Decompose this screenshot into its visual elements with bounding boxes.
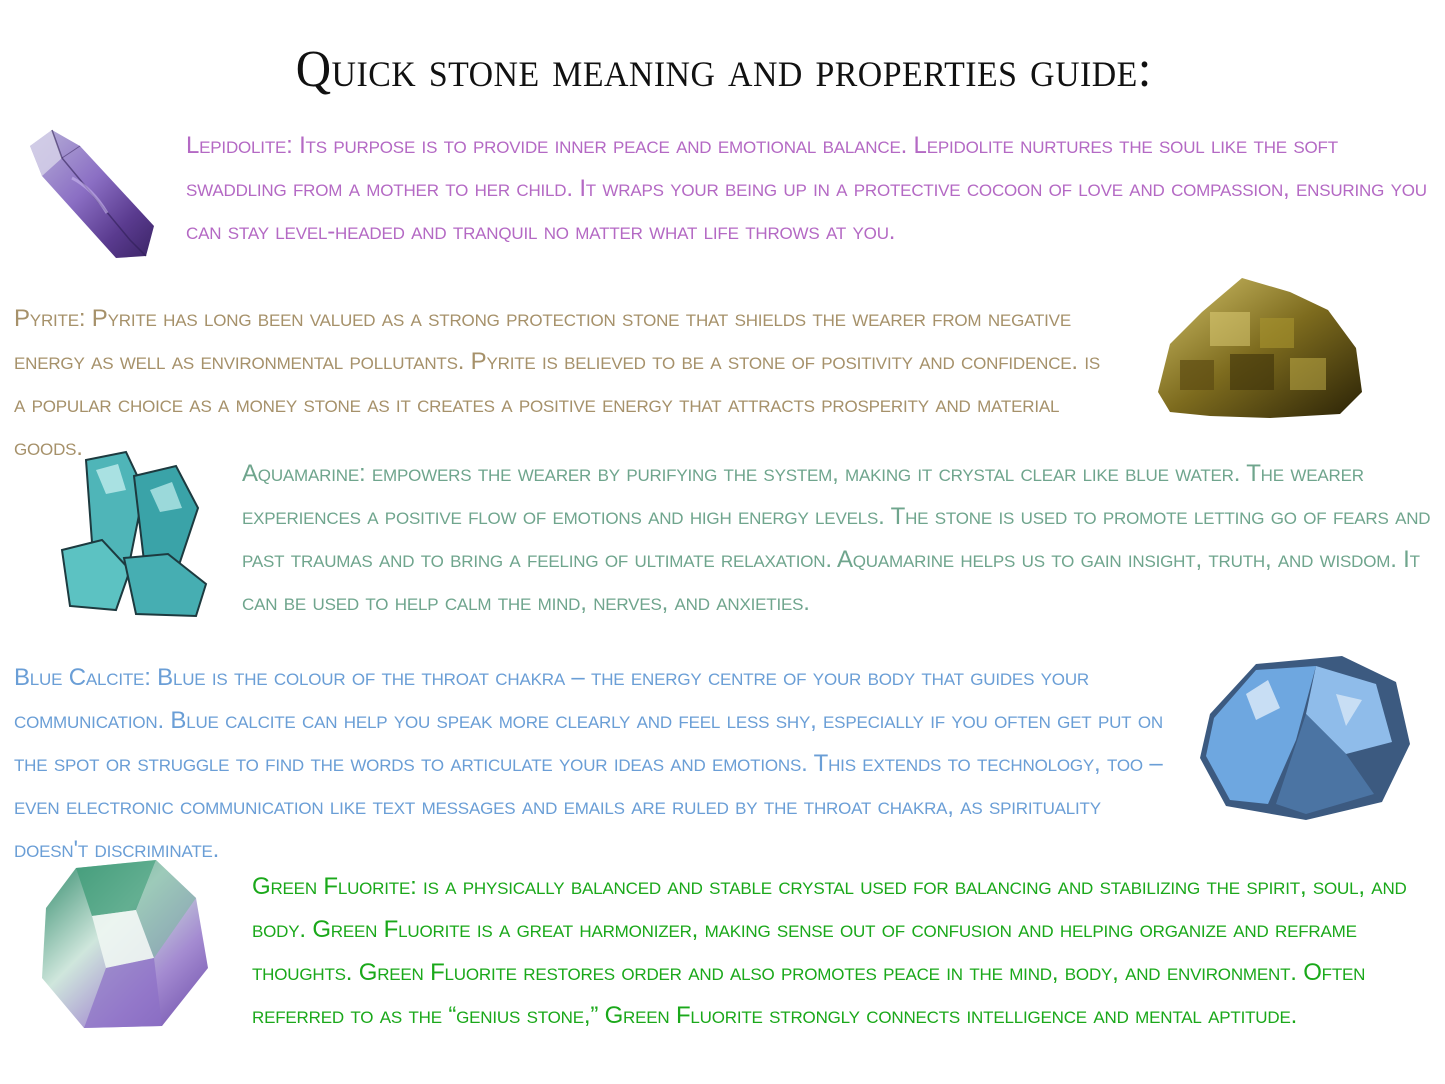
stone-pyrite-description: Pyrite: Pyrite has long been valued as a strong protection stone that shields the wearer from negative energy as well as environmental pollutants. Pyrite is believed to be a stone of positivity and confidence. is a popular choice as a money stone as it creates a positive energy that attracts prosperity and material goods.: [14, 305, 1101, 461]
lepidolite-crystal-icon: [22, 128, 162, 260]
aquamarine-cluster-icon: [56, 450, 212, 618]
blue-calcite-icon: [1196, 654, 1412, 822]
stone-green-fluorite-description: Green Fluorite: is a physically balanced and stable crystal used for balancing and stabilizing the spirit, soul, and body. Green Fluorite is a great harmonizer, making sense out of confusion and helping organize and reframe thoughts. Green Fluorite restores order and also promotes peace in the mind, body, and environment. Often referred to as the “genius stone,” Green Fluorite strongly connects intelligence and mental aptitude.: [252, 873, 1407, 1029]
stone-aquamarine-description: Aquamarine: empowers the wearer by purifying the system, making it crystal clear like blue water. The wearer experiences a positive flow of emotions and high energy levels. The stone is used to promote letting go of fears and past traumas and to bring a feeling of ultimate relaxation. Aquamarine helps us to gain insight, truth, and wisdom. It can be used to help calm the mind, nerves, and anxieties.: [242, 460, 1431, 616]
green-fluorite-icon: [36, 858, 212, 1032]
stone-lepidolite-description: Lepidolite: Its purpose is to provide inner peace and emotional balance. Lepidolite nurtures the soul like the soft swaddling from a mother to her child. It wraps your being up in a protective cocoon of love and compassion, ensuring you can stay level-headed and tranquil no matter what life throws at you.: [186, 132, 1427, 245]
stone-blue-calcite-description: Blue Calcite: Blue is the colour of the throat chakra – the energy centre of your body that guides your communication. Blue calcite can help you speak more clearly and feel less shy, especially if you often get put on the spot or struggle to find the words to articulate your ideas and emotions. This extends to technology, too – even electronic communication like text messages and emails are ruled by the throat chakra, as spirituality doesn't discriminate.: [14, 664, 1163, 863]
pyrite-cluster-icon: [1150, 272, 1364, 420]
page-title: Quick stone meaning and properties guide:: [295, 41, 1152, 98]
